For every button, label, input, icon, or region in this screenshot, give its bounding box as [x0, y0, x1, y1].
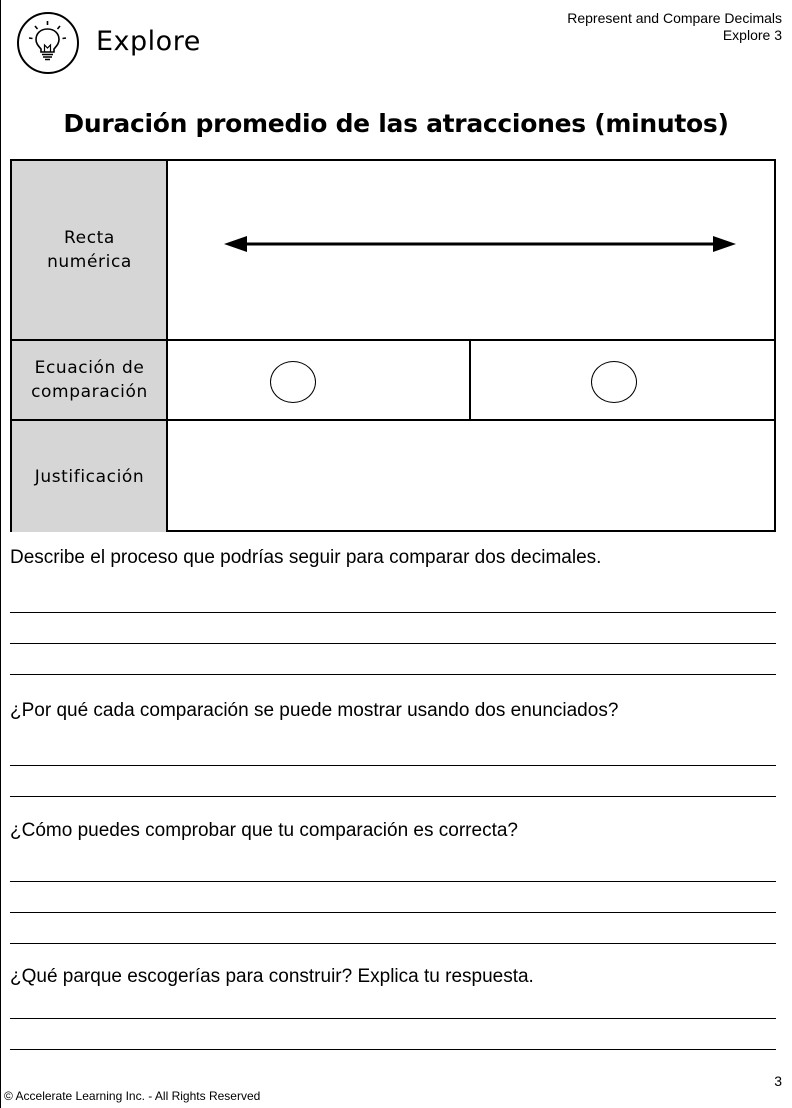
lightbulb-icon: [17, 12, 79, 74]
comparison-symbol-circle-left[interactable]: [270, 361, 316, 403]
answer-line[interactable]: [10, 912, 776, 913]
answer-line[interactable]: [10, 943, 776, 944]
number-line[interactable]: [169, 161, 774, 339]
number-line-label: [12, 161, 167, 339]
question-4: ¿Qué parque escogerías para construir? Explica tu respuesta.: [10, 966, 534, 987]
comparison-symbol-circle-right[interactable]: [591, 361, 637, 403]
unit-info: [567, 10, 782, 44]
label-line: Justificación: [34, 466, 145, 487]
page-left-border: [0, 0, 1, 1108]
question-2: ¿Por qué cada comparación se puede mostrar usando dos enunciados?: [10, 700, 619, 721]
label-line: Ecuación de: [34, 358, 145, 378]
answer-line[interactable]: [10, 1018, 776, 1019]
label-line: comparación: [31, 382, 148, 402]
copyright: © Accelerate Learning Inc. - All Rights Reserved: [4, 1089, 261, 1103]
section-label: Explore: [96, 26, 201, 57]
page-number: 3: [774, 1073, 782, 1089]
answer-line[interactable]: [10, 643, 776, 644]
label-line: Recta: [64, 228, 115, 248]
unit-title: Represent and Compare Decimals: [567, 10, 782, 26]
explore-number: Explore 3: [722, 27, 782, 43]
answer-line[interactable]: [10, 765, 776, 766]
page-title: Duración promedio de las atracciones (minutos): [63, 109, 729, 138]
row-divider: [12, 419, 774, 421]
question-1: Describe el proceso que podrías seguir para comparar dos decimales.: [10, 547, 602, 568]
work-table: [10, 159, 776, 532]
row-divider: [12, 339, 774, 341]
label-line: numérica: [47, 252, 132, 272]
answer-line[interactable]: [10, 674, 776, 675]
equation-divider: [469, 339, 471, 421]
justification-answer-area[interactable]: [169, 423, 774, 530]
question-3: ¿Cómo puedes comprobar que tu comparación es correcta?: [10, 820, 518, 841]
answer-line[interactable]: [10, 612, 776, 613]
answer-line[interactable]: [10, 1049, 776, 1050]
justification-label: [12, 421, 167, 532]
answer-line[interactable]: [10, 881, 776, 882]
column-divider: [166, 161, 168, 532]
answer-line[interactable]: [10, 796, 776, 797]
comparison-equation-label: [12, 341, 167, 419]
